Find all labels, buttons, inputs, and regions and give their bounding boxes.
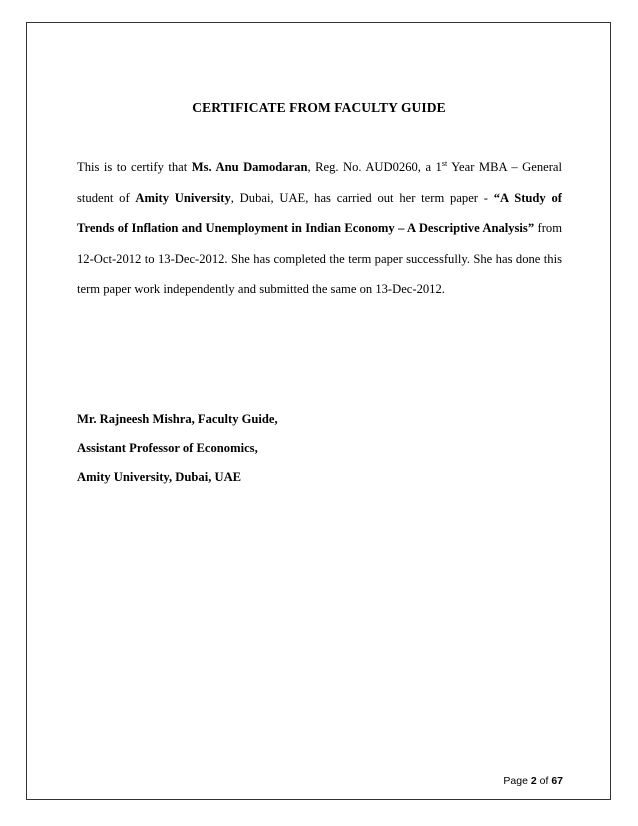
page-footer xyxy=(503,775,563,787)
ordinal-suffix: st xyxy=(441,158,448,168)
page-label: Page xyxy=(503,775,531,787)
of-label: of xyxy=(536,775,552,787)
paragraph-text-2: , Reg. No. AUD0260, a 1 xyxy=(307,160,442,174)
paragraph-text-4: , Dubai, UAE, has carried out her term paper - xyxy=(230,190,494,205)
university-name: Amity University xyxy=(135,190,231,205)
signature-line-position: Assistant Professor of Economics, xyxy=(77,441,258,455)
paragraph-text-1: This is to certify that xyxy=(77,160,192,174)
signature-line-name: Mr. Rajneesh Mishra, Faculty Guide, xyxy=(77,412,278,426)
paper-title: “A Study of Trends of Inflation and Unemployment in Indian Economy – A Descriptive Analysis” xyxy=(77,190,562,236)
certificate-paragraph xyxy=(77,152,562,305)
signature-block xyxy=(77,405,278,492)
paragraph-text-5: from 12-Oct-2012 to 13-Dec-2012. She has completed the term paper successfully. She has done this term paper work independently and submitted the same on 13-Dec-2012. xyxy=(77,221,562,297)
total-pages-number: 67 xyxy=(551,775,563,787)
student-name: Ms. Anu Damodaran xyxy=(191,160,308,174)
paragraph-text-3: Year MBA – General student of xyxy=(77,160,563,205)
current-page-number: 2 xyxy=(530,775,537,787)
page-title: CERTIFICATE FROM FACULTY GUIDE xyxy=(192,100,446,115)
signature-line-institution: Amity University, Dubai, UAE xyxy=(77,470,242,484)
